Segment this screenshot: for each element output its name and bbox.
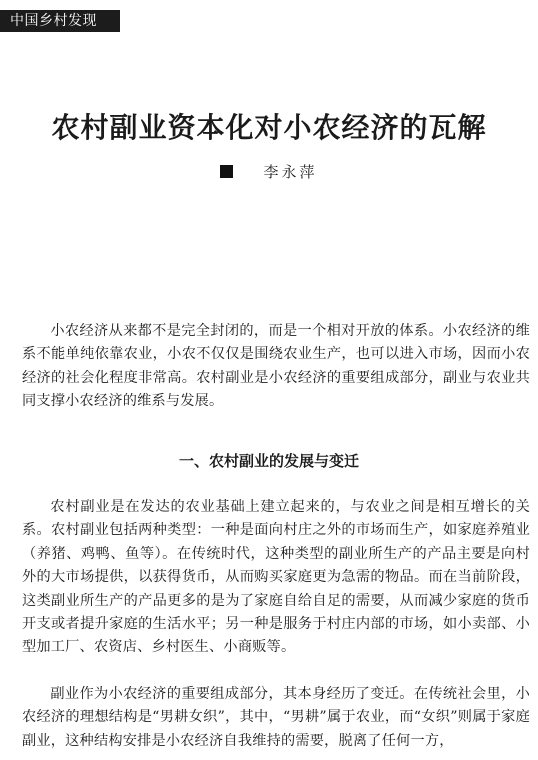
body-paragraph: 小农经济从来都不是完全封闭的，而是一个相对开放的体系。小农经济的维系不能单纯依靠农业，小农不仅仅是围绕农业生产，也可以进入市场，因而小农经济的社会化程度非常高。农村副业是小农经济的重要组成部分，副业与农业共同支撑小农经济的维系与发展。 [22,323,530,410]
body-paragraph: 农村副业是在发达的农业基础上建立起来的，与农业之间是相互增长的关系。农村副业包括两种类型：一种是面向村庄之外的市场而生产，如家庭养殖业（养猪、鸡鸭、鱼等）。在传统时代，这种类型的副业所生产的产品主要是向村外的大市场提供，以获得货币，从而购买家庭更为急需的物品。而在当前阶段，这类副业所生产的产品更多的是为了家庭自给自足的需要，从而减少家庭的货币开支或者提升家庭的生活水平；另一种是服务于村庄内部的市场，如小卖部、小型加工厂、农资店、乡村医生、小商贩等。 [22,499,530,656]
body-paragraph: 副业作为小农经济的重要组成部分，其本身经历了变迁。在传统社会里，小农经济的理想结构是“男耕女织”，其中，“男耕”属于农业，而“女织”则属于家庭副业，这种结构安排是小农经济自我维持的需要，脱离了任何一方， [22,686,530,749]
column-label: 中国乡村发现 [0,10,120,32]
article-title: 农村副业资本化对小农经济的瓦解 [51,111,487,144]
author-name: 李永萍 [263,163,318,181]
byline [0,161,538,183]
square-bullet-icon [220,165,233,178]
section-heading: 一、农村副业的发展与变迁 [178,452,359,470]
